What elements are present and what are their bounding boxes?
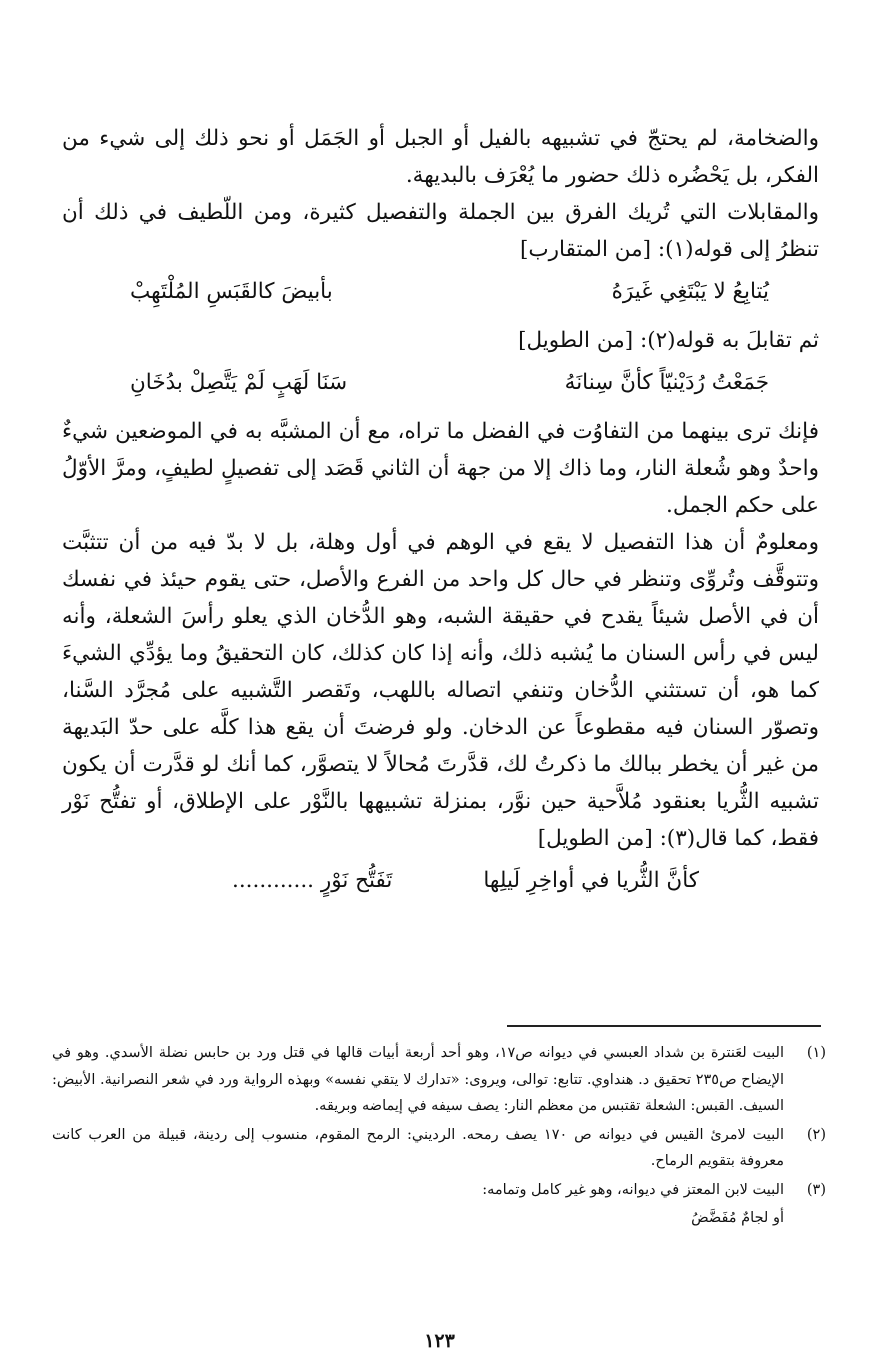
verse-1-first-hemistich: يُتابِعُ لا يَبْتَغِي غَيرَهُ (611, 279, 769, 304)
verse-2-second-hemistich: سَنَا لَهَبٍ لَمْ يَتَّصِلْ بدُخَانِ (130, 370, 348, 395)
verse-3-first-hemistich: كأنَّ الثُّريا في أواخِرِ لَيلِها (483, 868, 699, 893)
footnote-number: (٣) (806, 1181, 826, 1198)
footnote-separator (507, 1025, 821, 1027)
paragraph-2: والمقابلات التي تُريك الفرق بين الجملة والتفصيل كثيرة، ومن اللّطيف في ذلك أن تنظرُ إلى قوله(١): [من المتقارب] (62, 200, 819, 262)
verse-1 (62, 272, 819, 312)
verse-2-first-hemistich: جَمَعْتُ رُدَيْنيّاً كأنَّ سِنانَهُ (564, 370, 769, 395)
verse-3 (62, 861, 819, 901)
footnote-text: البيت لابن المعتز في ديوانه، وهو غير كامل وتمامه: (482, 1181, 784, 1198)
footnote-text: البيت لعَنترة بن شداد العبسي في ديوانه ص١٧، وهو أحد أربعة أبيات قالها في قتل ورد بن حابس نضلة الأسدي. وهو في الإيضاح ص٢٣٥ تحقيق د. هنداوي. تتابع: توالى، ويروى: «تدارك لا يتقي نفسه» وبهذه الرواية ورد في شعر النصرانية. الأبيض: السيف. القبس: الشعلة تقتبس من معظم النار: يصف سيفه في إيماضه وبريقه. (52, 1045, 784, 1114)
verse-3-second-hemistich: تَفَتُّح نَوْرٍ ............ (232, 868, 393, 893)
footnote-verse-completion: أو لجامٌ مُفَضَّضُ (691, 1210, 784, 1226)
verse-2 (62, 363, 819, 403)
page-number: ١٢٣ (424, 1330, 455, 1352)
verse-1-second-hemistich: بأبيضَ كالقَبَسِ المُلْتَهِبْ (130, 279, 333, 304)
paragraph-5: ومعلومٌ أن هذا التفصيل لا يقع في الوهم في أول وهلة، بل لا بدّ فيه من أن تتثبَّت وتتوقَّف وتُروِّى وتنظر في حال كل واحد من الفرع والأصل، حتى يقوم حيئذ في نفسك أن في الأصل شيئاً يقدح في حقيقة الشبه، وهو الدُّخان الذي يعلو رأسَ الشعلة، وأنه ليس في رأس السنان ما يُشبه ذلك، وأنه إذا كان كذلك، كان التحقيقُ وما يؤدِّي الشيءَ كما هو، أن تستثني الدُّخان وتنفي اتصاله باللهب، وتَقصر التَّشبيه على مُجرَّد السَّنا، وتصوّر السنان فيه مقطوعاً عن الدخان. ولو فرضتَ أن يقع هذا كلَّه على حدّ البَديهة من غير أن يخطر ببالك ما ذكرتُ لك، قدَّرتَ مُحالاً لا يتصوَّر، كما أنك لو قدَّرت أن يكون تشبيه الثُّريا بعنقود مُلاَّحية حين نوَّر، بمنزلة تشبيهها بالنَّوْر على الإطلاق، أو تفتُّح نَوْر فقط، كما قال(٣): [من الطويل] (62, 530, 819, 851)
footnote-text: البيت لامرئ القيس في ديوانه ص ١٧٠ يصف رمحه. الرديني: الرمح المقوم، منسوب إلى ردينة، قبيلة من العرب كانت معروفة بتقويم الرماح. (52, 1126, 784, 1169)
footnote-number: (٢) (806, 1126, 826, 1143)
paragraph-1: والضخامة، لم يحتجّ في تشبيهه بالفيل أو الجبل أو الجَمَل أو نحو ذلك إلى شيء من الفكر، بل يَحْضُره ذلك حضور ما يُعْرَف بالبديهة. (62, 126, 819, 188)
footnote (52, 1122, 826, 1175)
paragraph-3: ثم تقابلَ به قوله(٢): [من الطويل] (518, 328, 819, 353)
footnotes (52, 1040, 826, 1232)
footnote (52, 1040, 826, 1120)
main-text (62, 120, 819, 911)
footnote-number: (١) (806, 1045, 826, 1061)
footnote (52, 1177, 826, 1204)
paragraph-4: فإنك ترى بينهما من التفاوُت في الفضل ما تراه، مع أن المشبَّه به في الموضعين شيءٌ واحدٌ وهو شُعلة النار، وما ذاك إلا من جهة أن الثاني قَصَد إلى تفصيلٍ لطيفٍ، ومرَّ الأوّلُ على حكم الجمل. (62, 419, 819, 518)
